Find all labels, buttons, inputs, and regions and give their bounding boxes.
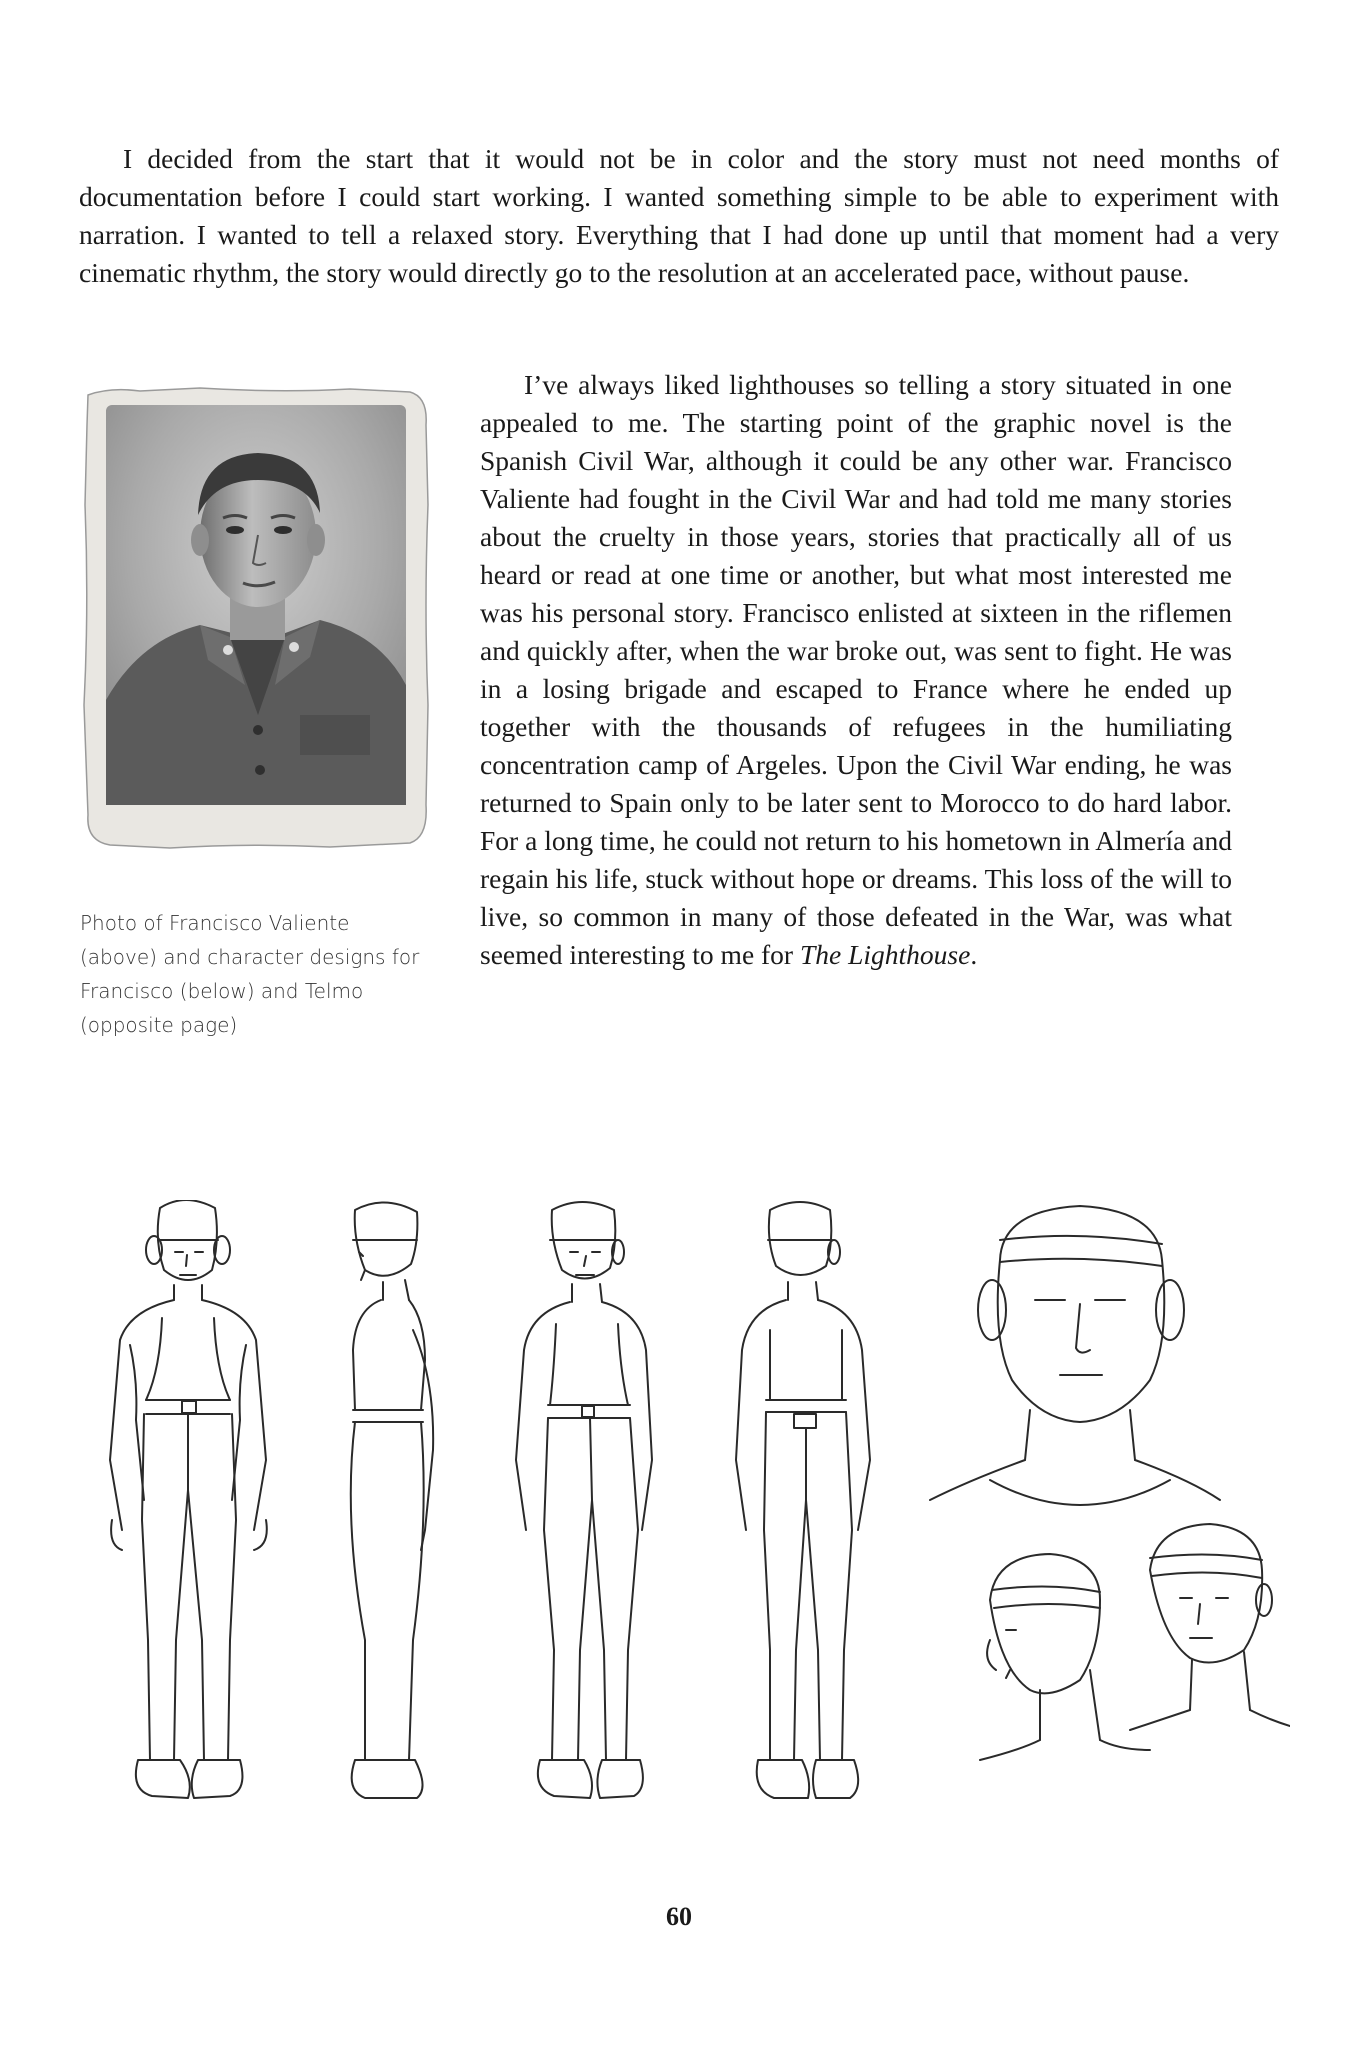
character-design-sketches xyxy=(70,1200,1290,1840)
head-study-small-left xyxy=(980,1554,1150,1760)
head-study-large xyxy=(930,1206,1220,1505)
figure-side-view xyxy=(351,1202,433,1798)
portrait-photo xyxy=(80,385,432,850)
page-number: 60 xyxy=(666,1902,692,1931)
figure-front-view xyxy=(110,1200,267,1798)
figure-three-quarter-view xyxy=(516,1202,652,1798)
intro-paragraph: I decided from the start that it would not be in color and the story must not need months of documentation before I could start working. I wanted something simple to be able to experiment with narration. I wanted to tell a relaxed story. Everything that I had done up until that moment had a very cinematic rhythm, the story would directly go to the resolution at an accelerated pace, without pause. xyxy=(79,143,1279,288)
head-study-small-right xyxy=(1130,1524,1290,1730)
figure-back-view xyxy=(736,1202,870,1798)
photo-caption: Photo of Francisco Valiente (above) and character designs for Francisco (below) and Telmo (opposite page) xyxy=(80,911,420,1037)
second-paragraph xyxy=(480,366,1232,974)
second-paragraph-end: . xyxy=(970,939,978,970)
book-title: The Lighthouse xyxy=(799,939,971,970)
second-paragraph-text: I’ve always liked lighthouses so telling a story situated in one appealed to me. The starting point of the graphic novel is the Spanish Civil War, although it could be any other war. Francisco Valiente had fought in the Civil War and had told me many stories about the cruelty in those years, stories that practically all of us heard or read at one time or another, but what most interested me was his personal story. Francisco enlisted at sixteen in the riflemen and quickly after, when the war broke out, was sent to fight. He was in a losing brigade and escaped to France where he ended up together with the thousands of refugees in the humiliating concentration camp of Argeles. Upon the Civil War ending, he was returned to Spain only to be later sent to Morocco to do hard labor. For a long time, he could not return to his hometown in Almería and regain his life, stuck without hope or dreams. This loss of the will to live, so common in many of those defeated in the War, was what seemed interesting to me for xyxy=(480,369,1232,970)
